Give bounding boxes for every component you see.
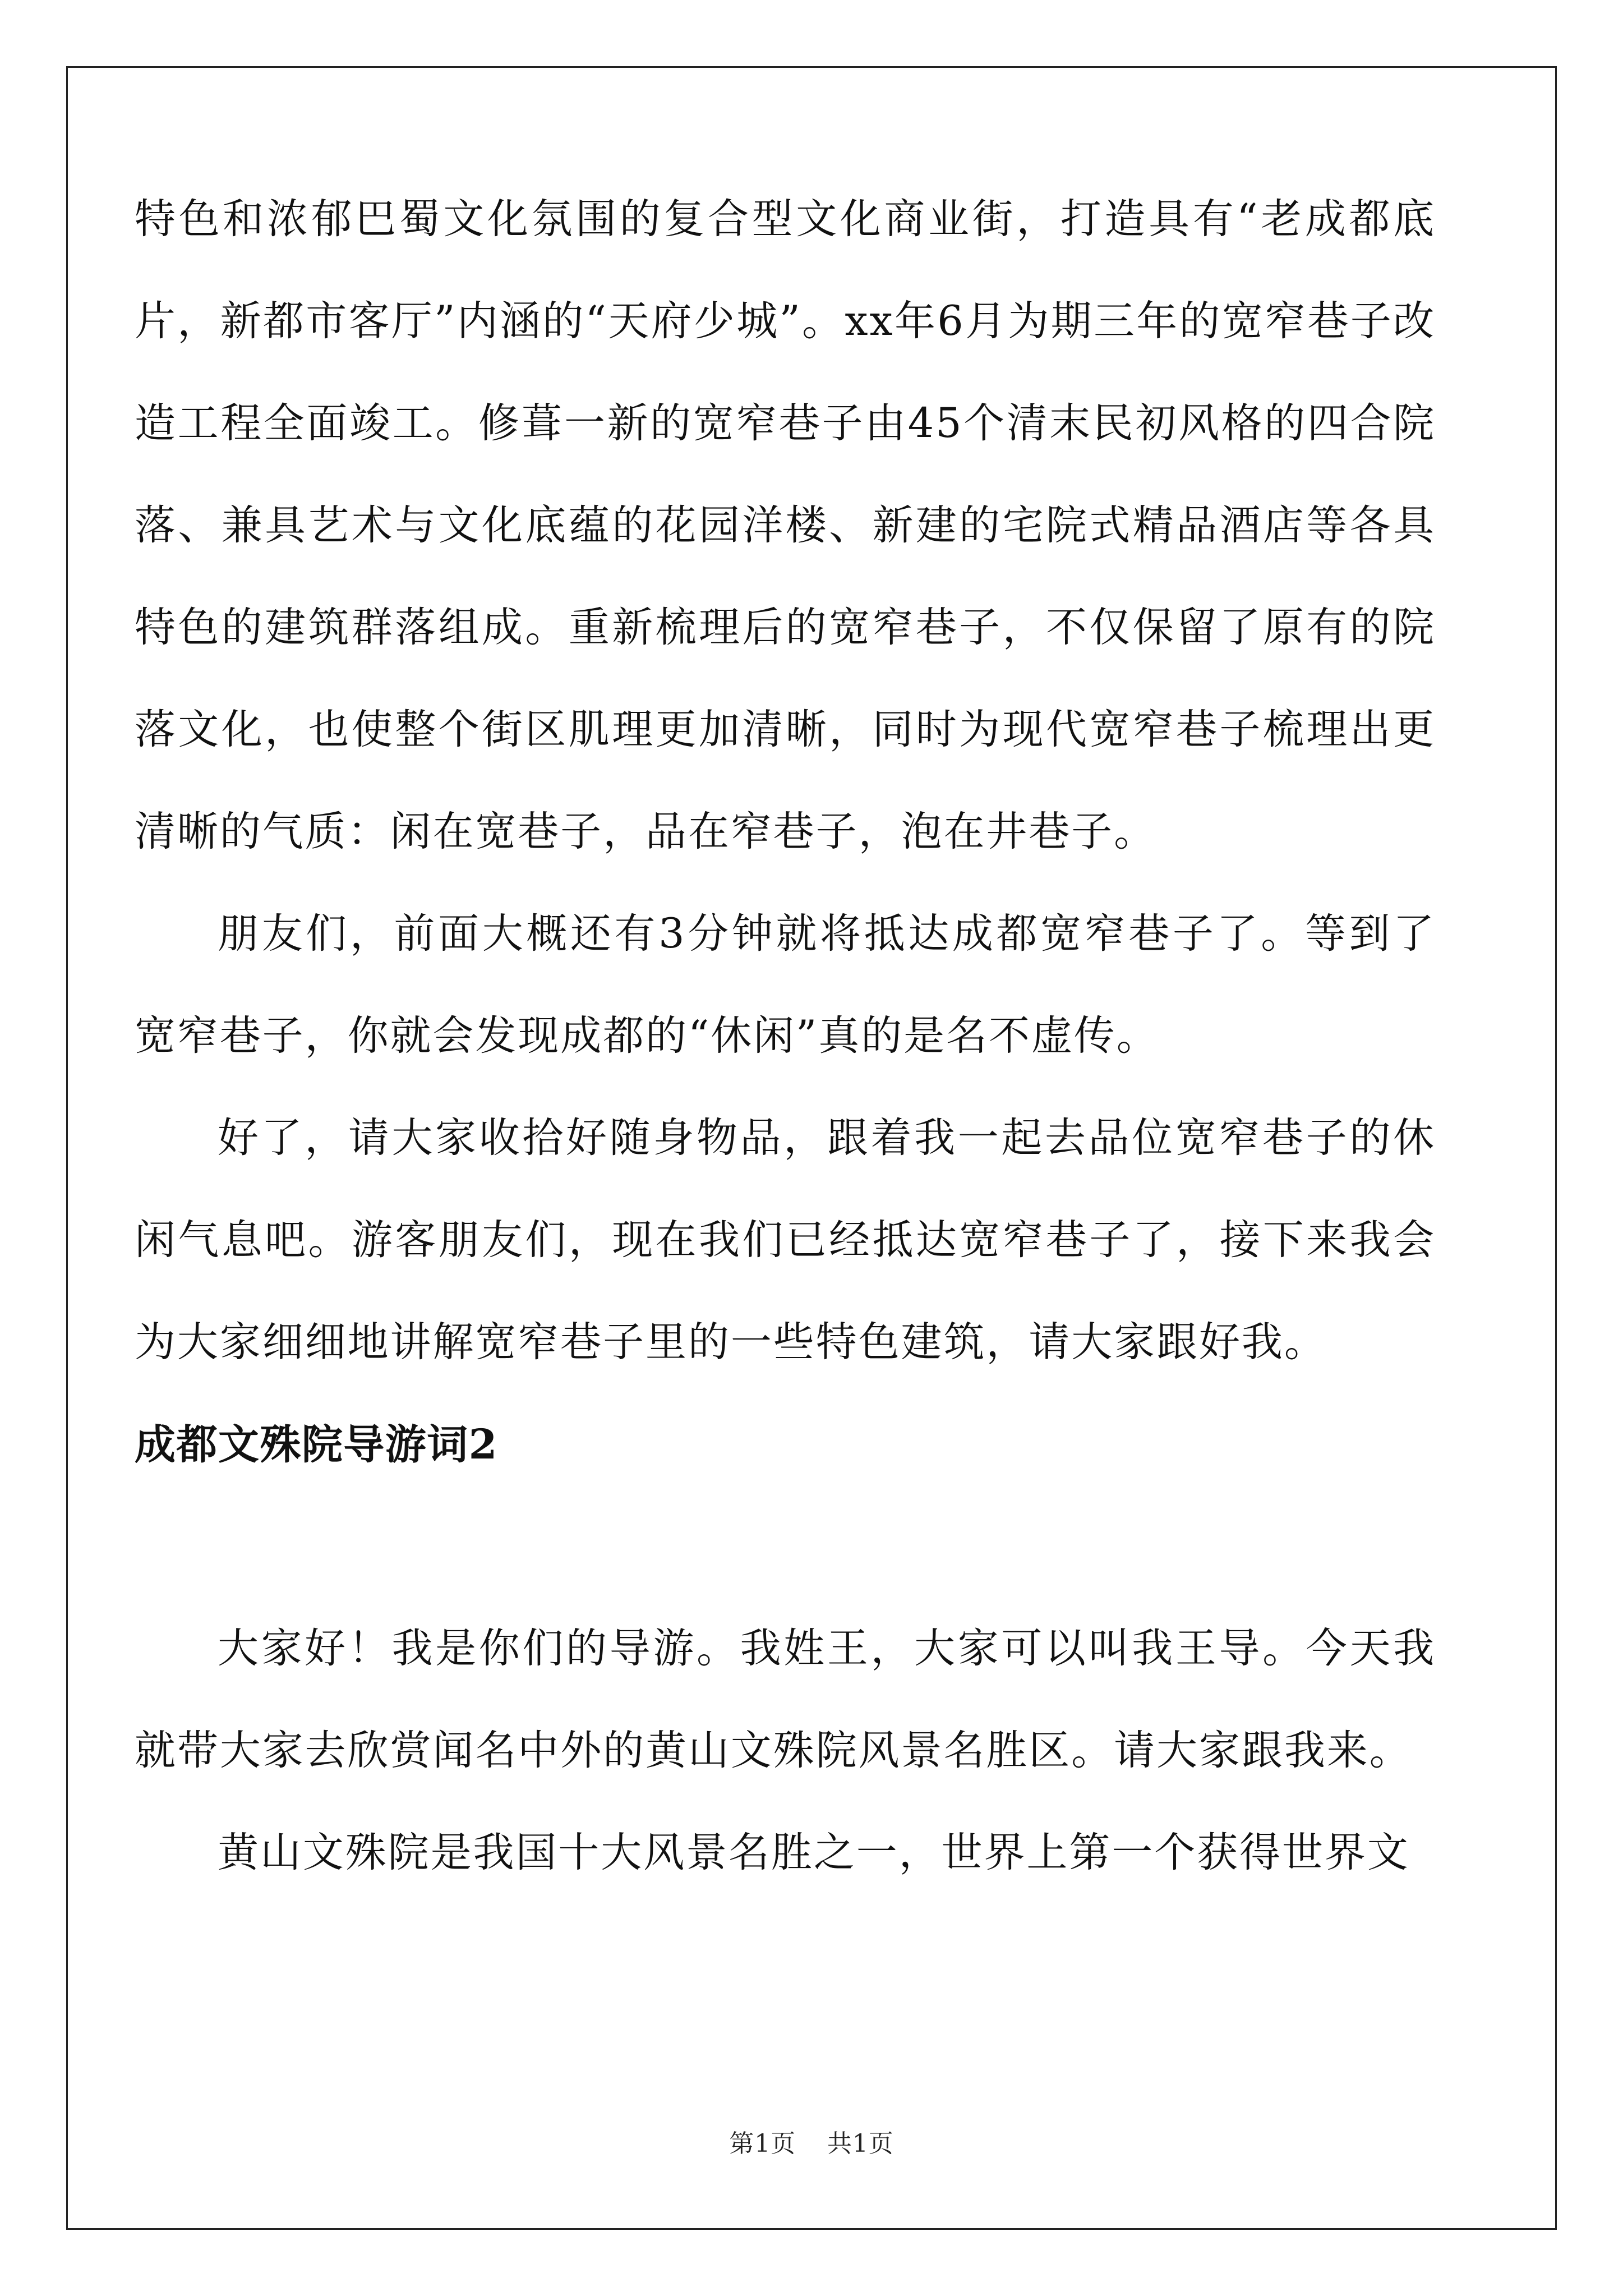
paragraph-pack-up: 好了，请大家收拾好随身物品，跟着我一起去品位宽窄巷子的休闲气息吧。游客朋友们，现在我们已经抵达宽窄巷子了，接下来我会为大家细细地讲解宽窄巷子里的一些特色建筑，请大家跟好我。 [135, 1114, 1436, 1366]
paragraph-intro-continuation: 特色和浓郁巴蜀文化氛围的复合型文化商业街，打造具有“老成都底片，新都市客厅”内涵的“天府少城”。xx年6月为期三年的宽窄巷子改造工程全面竣工。修葺一新的宽窄巷子由45个清末民初风格的四合院落、兼具艺术与文化底蕴的花园洋楼、新建的宅院式精品酒店等各具特色的建筑群落组成。重新梳理后的宽窄巷子，不仅保留了原有的院落文化，也使整个街区肌理更加清晰，同时为现代宽窄巷子梳理出更清晰的气质：闲在宽巷子，品在窄巷子，泡在井巷子。 [135, 195, 1436, 855]
section-spacer [135, 1496, 1436, 1598]
paragraph-wenshu-intro: 黄山文殊院是我国十大风景名胜之一，世界上第一个获得世界文 [218, 1829, 1410, 1876]
section-title: 成都文殊院导游词2 [135, 1420, 498, 1469]
paragraph-greeting: 大家好！我是你们的导游。我姓王，大家可以叫我王导。今天我就带大家去欣赏闻名中外的黄山文殊院风景名胜区。请大家跟我来。 [135, 1625, 1436, 1774]
paragraph-arrival-notice: 朋友们，前面大概还有3分钟就将抵达成都宽窄巷子了。等到了宽窄巷子，你就会发现成都的“休闲”真的是名不虚传。 [135, 910, 1436, 1060]
page-footer [0, 2123, 1623, 2159]
page-total: 共1页 [827, 2129, 894, 2158]
document-body [135, 168, 1436, 1904]
page-number: 第1页 [729, 2129, 796, 2158]
